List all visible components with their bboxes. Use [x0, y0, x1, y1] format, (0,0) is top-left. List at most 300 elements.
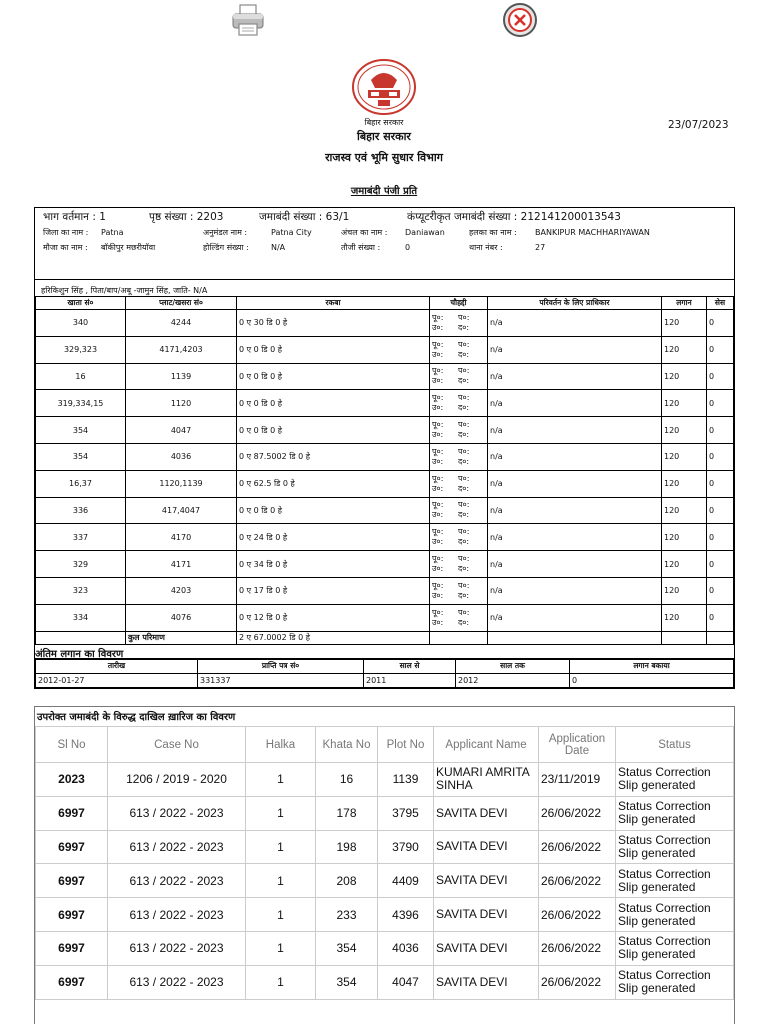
case-status: Status Correction Slip generated	[616, 931, 734, 965]
cases-table	[35, 726, 734, 1000]
col-authority: परिवर्तन के लिए प्राधिकार	[488, 297, 662, 310]
east-label: पू०:	[432, 366, 444, 376]
ledger-row	[36, 363, 734, 390]
plot-number: 1120	[126, 390, 237, 417]
east-label: पू०:	[432, 500, 444, 510]
close-icon	[502, 2, 538, 38]
chauhadi-boundaries	[430, 310, 488, 337]
south-label: द०:	[458, 322, 470, 332]
lagan-col-to: साल तक	[456, 659, 570, 673]
chauhadi-boundaries	[430, 497, 488, 524]
col-chauhadi: चौहद्दी	[430, 297, 488, 310]
rakba-area: 0 ए 17 डि 0 हे	[237, 577, 430, 604]
case-number: 1206 / 2019 - 2020	[108, 763, 246, 797]
case-plot: 4047	[378, 965, 434, 999]
ses-value: 0	[707, 604, 734, 631]
chauhadi-boundaries	[430, 524, 488, 551]
lagan-col-date: तारीख	[36, 659, 198, 673]
case-row	[36, 864, 734, 898]
applicant-name: SAVITA DEVI	[434, 965, 539, 999]
west-label: प०:	[458, 500, 470, 510]
west-label: प०:	[458, 527, 470, 537]
bhag-field: भाग वर्तमान : 1	[43, 211, 106, 223]
chauhadi-boundaries	[430, 551, 488, 578]
chauhadi-boundaries	[430, 417, 488, 444]
case-slno: 2023	[36, 763, 108, 797]
lagan-table	[35, 659, 734, 688]
west-label: प०:	[458, 580, 470, 590]
chauhadi-line	[432, 420, 485, 430]
chauhadi-line	[432, 393, 485, 403]
chauhadi-line	[432, 564, 485, 574]
case-plot: 4396	[378, 898, 434, 932]
ses-value: 0	[707, 336, 734, 363]
case-halka: 1	[246, 830, 316, 864]
cases-col-caseno: Case No	[108, 727, 246, 763]
subdivision-value: Patna City	[271, 228, 312, 237]
khata-number: 323	[36, 577, 126, 604]
col-lagan: लगान	[662, 297, 707, 310]
chauhadi-line	[432, 457, 485, 467]
transfer-authority: n/a	[488, 310, 662, 337]
chauhadi-line	[432, 366, 485, 376]
chauhadi-line	[432, 608, 485, 618]
case-khata: 178	[316, 796, 378, 830]
plot-number: 1120,1139	[126, 470, 237, 497]
ses-value: 0	[707, 390, 734, 417]
east-label: पू०:	[432, 312, 444, 322]
east-label: पू०:	[432, 473, 444, 483]
rakba-area: 0 ए 34 डि 0 हे	[237, 551, 430, 578]
south-label: द०:	[458, 349, 470, 359]
location-details	[35, 225, 734, 255]
government-name: बिहार सरकार	[357, 130, 411, 143]
ses-value: 0	[707, 363, 734, 390]
chauhadi-line	[432, 527, 485, 537]
transfer-authority: n/a	[488, 443, 662, 470]
south-label: द०:	[458, 510, 470, 520]
printer-icon	[230, 2, 266, 38]
transfer-authority: n/a	[488, 577, 662, 604]
case-status: Status Correction Slip generated	[616, 864, 734, 898]
west-label: प०:	[458, 554, 470, 564]
plot-number: 4244	[126, 310, 237, 337]
case-halka: 1	[246, 763, 316, 797]
application-date: 26/06/2022	[539, 830, 616, 864]
subdivision-label: अनुमंडल नाम :	[203, 228, 248, 237]
lagan-col-due: लगान बकाया	[570, 659, 734, 673]
case-status: Status Correction Slip generated	[616, 796, 734, 830]
north-label: उ०:	[432, 376, 444, 386]
chauhadi-line	[432, 350, 485, 360]
rakba-area: 0 ए 0 डि 0 हे	[237, 390, 430, 417]
case-number: 613 / 2022 - 2023	[108, 830, 246, 864]
west-label: प०:	[458, 393, 470, 403]
application-date: 26/06/2022	[539, 864, 616, 898]
lagan-section-title: अंतिम लगान का विवरण	[35, 645, 734, 659]
ses-value: 0	[707, 470, 734, 497]
khata-number: 337	[36, 524, 126, 551]
case-row	[36, 898, 734, 932]
lagan-due: 0	[570, 673, 734, 687]
case-halka: 1	[246, 931, 316, 965]
khata-number: 336	[36, 497, 126, 524]
lagan-value: 120	[662, 363, 707, 390]
north-label: उ०:	[432, 537, 444, 547]
transfer-authority: n/a	[488, 604, 662, 631]
khata-number: 340	[36, 310, 126, 337]
transfer-authority: n/a	[488, 417, 662, 444]
document-title: जमाबंदी पंजी प्रति	[350, 186, 418, 197]
case-halka: 1	[246, 898, 316, 932]
chauhadi-line	[432, 591, 485, 601]
computerized-number-field: कंप्यूटरीकृत जमाबंदी संख्या : 212141200013543	[407, 211, 621, 223]
transfer-authority: n/a	[488, 336, 662, 363]
ledger-row	[36, 604, 734, 631]
case-number: 613 / 2022 - 2023	[108, 864, 246, 898]
cases-col-khata: Khata No	[316, 727, 378, 763]
applicant-name: SAVITA DEVI	[434, 864, 539, 898]
case-slno: 6997	[36, 898, 108, 932]
document-header	[0, 58, 768, 197]
north-label: उ०:	[432, 456, 444, 466]
ledger-row	[36, 443, 734, 470]
plot-number: 417,4047	[126, 497, 237, 524]
chauhadi-boundaries	[430, 390, 488, 417]
case-plot: 4409	[378, 864, 434, 898]
case-plot: 3790	[378, 830, 434, 864]
case-status: Status Correction Slip generated	[616, 763, 734, 797]
ledger-row	[36, 577, 734, 604]
south-label: द०:	[458, 403, 470, 413]
chauhadi-line	[432, 484, 485, 494]
application-date: 26/06/2022	[539, 796, 616, 830]
cases-section-title: उपरोक्त जमाबंदी के विरुद्ध दाखिल ख़ारिज का विवरण	[37, 712, 236, 723]
case-slno: 6997	[36, 864, 108, 898]
ledger-header-row	[36, 297, 734, 310]
north-label: उ०:	[432, 590, 444, 600]
ledger-row	[36, 417, 734, 444]
rakba-area: 0 ए 0 डि 0 हे	[237, 363, 430, 390]
chauhadi-boundaries	[430, 443, 488, 470]
lagan-to: 2012	[456, 673, 570, 687]
thana-label: थाना नंबर :	[469, 243, 503, 252]
ledger-row	[36, 310, 734, 337]
rakba-area: 0 ए 0 डि 0 हे	[237, 336, 430, 363]
lagan-date: 2012-01-27	[36, 673, 198, 687]
chauhadi-line	[432, 500, 485, 510]
holding-label: होल्डिंग संख्या :	[203, 243, 249, 252]
document-date: 23/07/2023	[668, 119, 729, 131]
case-slno: 6997	[36, 965, 108, 999]
khata-number: 329	[36, 551, 126, 578]
east-label: पू०:	[432, 554, 444, 564]
east-label: पू०:	[432, 580, 444, 590]
west-label: प०:	[458, 312, 470, 322]
case-row	[36, 830, 734, 864]
page-number-field: पृष्ठ संख्या : 2203	[149, 211, 224, 223]
chauhadi-boundaries	[430, 470, 488, 497]
rakba-area: 0 ए 0 डि 0 हे	[237, 417, 430, 444]
ledger-row	[36, 551, 734, 578]
cases-col-slno: Sl No	[36, 727, 108, 763]
chauhadi-line	[432, 376, 485, 386]
transfer-authority: n/a	[488, 497, 662, 524]
district-value: Patna	[101, 228, 124, 237]
holding-value: N/A	[271, 243, 286, 252]
lagan-header-row	[36, 659, 734, 673]
khata-number: 329,323	[36, 336, 126, 363]
cases-header-row	[36, 727, 734, 763]
chauhadi-line	[432, 447, 485, 457]
lagan-value: 120	[662, 577, 707, 604]
cases-col-applicant: Applicant Name	[434, 727, 539, 763]
chauhadi-line	[432, 403, 485, 413]
chauhadi-line	[432, 340, 485, 350]
ses-value: 0	[707, 417, 734, 444]
halka-value: BANKIPUR MACHHARIYAWAN	[535, 228, 650, 237]
lagan-value: 120	[662, 390, 707, 417]
north-label: उ०:	[432, 483, 444, 493]
khata-number: 319,334,15	[36, 390, 126, 417]
cases-col-halka: Halka	[246, 727, 316, 763]
east-label: पू०:	[432, 339, 444, 349]
plot-number: 4171	[126, 551, 237, 578]
north-label: उ०:	[432, 564, 444, 574]
case-plot: 1139	[378, 763, 434, 797]
col-rakba: रकबा	[237, 297, 430, 310]
lagan-receipt: 331337	[198, 673, 364, 687]
mauja-label: मौजा का नाम :	[43, 243, 88, 252]
ledger-table	[35, 296, 734, 645]
south-label: द०:	[458, 564, 470, 574]
east-label: पू०:	[432, 446, 444, 456]
rakba-area: 0 ए 62.5 डि 0 हे	[237, 470, 430, 497]
application-date: 26/06/2022	[539, 898, 616, 932]
plot-number: 4170	[126, 524, 237, 551]
thana-value: 27	[535, 243, 546, 252]
applicant-name: SAVITA DEVI	[434, 931, 539, 965]
chauhadi-line	[432, 313, 485, 323]
cases-col-plot: Plot No	[378, 727, 434, 763]
rakba-area: 0 ए 0 डि 0 हे	[237, 497, 430, 524]
chauhadi-line	[432, 537, 485, 547]
east-label: पू०:	[432, 393, 444, 403]
applicant-name: SAVITA DEVI	[434, 796, 539, 830]
plot-number: 1139	[126, 363, 237, 390]
ledger-row	[36, 336, 734, 363]
ses-value: 0	[707, 443, 734, 470]
application-date: 26/06/2022	[539, 931, 616, 965]
north-label: उ०:	[432, 349, 444, 359]
rakba-area: 0 ए 24 डि 0 हे	[237, 524, 430, 551]
application-date: 23/11/2019	[539, 763, 616, 797]
application-date: 26/06/2022	[539, 965, 616, 999]
applicant-name: SAVITA DEVI	[434, 898, 539, 932]
east-label: पू०:	[432, 420, 444, 430]
north-label: उ०:	[432, 510, 444, 520]
circle-label: अंचल का नाम :	[341, 228, 388, 237]
print-button[interactable]	[230, 2, 266, 38]
case-khata: 198	[316, 830, 378, 864]
case-plot: 3795	[378, 796, 434, 830]
rakba-area: 0 ए 87.5002 डि 0 हे	[237, 443, 430, 470]
lagan-col-from: साल से	[364, 659, 456, 673]
khata-number: 16,37	[36, 470, 126, 497]
chauhadi-line	[432, 474, 485, 484]
south-label: द०:	[458, 537, 470, 547]
mutation-cases-section	[34, 706, 735, 1024]
khata-number: 334	[36, 604, 126, 631]
owner-details: हरिकिशुन सिंह , पिता/बाप/अबू -जामुन सिंह, जाति- N/A	[35, 279, 734, 296]
south-label: द०:	[458, 456, 470, 466]
chauhadi-line	[432, 554, 485, 564]
lagan-value: 120	[662, 524, 707, 551]
close-button[interactable]	[502, 2, 538, 38]
khata-number: 354	[36, 443, 126, 470]
chauhadi-boundaries	[430, 604, 488, 631]
transfer-authority: n/a	[488, 524, 662, 551]
col-khata: खाता सं०	[36, 297, 126, 310]
lagan-col-receipt: प्राप्ति पत्र सं०	[198, 659, 364, 673]
ses-value: 0	[707, 497, 734, 524]
cases-col-status: Status	[616, 727, 734, 763]
ledger-row	[36, 470, 734, 497]
ses-value: 0	[707, 577, 734, 604]
total-value: 2 ए 67.0002 डि 0 हे	[237, 631, 430, 644]
plot-number: 4171,4203	[126, 336, 237, 363]
chauhadi-line	[432, 618, 485, 628]
chauhadi-line	[432, 510, 485, 520]
case-slno: 6997	[36, 931, 108, 965]
case-row	[36, 796, 734, 830]
chauhadi-boundaries	[430, 577, 488, 604]
lagan-value: 120	[662, 443, 707, 470]
lagan-value: 120	[662, 310, 707, 337]
case-status: Status Correction Slip generated	[616, 898, 734, 932]
applicant-name: KUMARI AMRITA SINHA	[434, 763, 539, 797]
case-khata: 233	[316, 898, 378, 932]
lagan-from: 2011	[364, 673, 456, 687]
case-slno: 6997	[36, 796, 108, 830]
west-label: प०:	[458, 473, 470, 483]
chauhadi-boundaries	[430, 336, 488, 363]
north-label: उ०:	[432, 322, 444, 332]
case-khata: 354	[316, 965, 378, 999]
transfer-authority: n/a	[488, 363, 662, 390]
case-number: 613 / 2022 - 2023	[108, 898, 246, 932]
case-slno: 6997	[36, 830, 108, 864]
lagan-value: 120	[662, 470, 707, 497]
chauhadi-boundaries	[430, 363, 488, 390]
case-status: Status Correction Slip generated	[616, 830, 734, 864]
south-label: द०:	[458, 590, 470, 600]
ses-value: 0	[707, 310, 734, 337]
plot-number: 4047	[126, 417, 237, 444]
ledger-row	[36, 390, 734, 417]
district-label: जिला का नाम :	[43, 228, 89, 237]
ledger-total-row	[36, 631, 734, 644]
case-row	[36, 763, 734, 797]
plot-number: 4076	[126, 604, 237, 631]
rakba-area: 0 ए 30 डि 0 हे	[237, 310, 430, 337]
case-plot: 4036	[378, 931, 434, 965]
west-label: प०:	[458, 420, 470, 430]
col-plot: प्लाट/खसरा सं०	[126, 297, 237, 310]
north-label: उ०:	[432, 617, 444, 627]
lagan-row	[36, 673, 734, 687]
government-seal-icon	[351, 58, 417, 116]
jamabandi-number-field: जमाबंदी संख्या : 63/1	[259, 211, 350, 223]
ledger-row	[36, 497, 734, 524]
tauzi-value: 0	[405, 243, 411, 252]
khata-number: 16	[36, 363, 126, 390]
east-label: पू०:	[432, 527, 444, 537]
seal-caption: बिहार सरकार	[364, 118, 404, 127]
ses-value: 0	[707, 551, 734, 578]
total-label: कुल परिमाण	[126, 631, 237, 644]
north-label: उ०:	[432, 430, 444, 440]
department-name: राजस्व एवं भूमि सुधार विभाग	[325, 151, 443, 164]
ses-value: 0	[707, 524, 734, 551]
circle-value: Daniawan	[405, 228, 445, 237]
lagan-value: 120	[662, 417, 707, 444]
rakba-area: 0 ए 12 डि 0 हे	[237, 604, 430, 631]
case-row	[36, 931, 734, 965]
case-khata: 16	[316, 763, 378, 797]
south-label: द०:	[458, 483, 470, 493]
case-number: 613 / 2022 - 2023	[108, 796, 246, 830]
cases-col-date: Application Date	[539, 727, 616, 763]
mauja-value: बॉकीपुर मछरीयॉवा	[101, 243, 156, 252]
case-halka: 1	[246, 796, 316, 830]
plot-number: 4203	[126, 577, 237, 604]
case-khata: 354	[316, 931, 378, 965]
tauzi-label: तौजी संख्या :	[341, 243, 381, 252]
chauhadi-line	[432, 323, 485, 333]
applicant-name: SAVITA DEVI	[434, 830, 539, 864]
lagan-value: 120	[662, 336, 707, 363]
chauhadi-line	[432, 430, 485, 440]
west-label: प०:	[458, 366, 470, 376]
lagan-value: 120	[662, 497, 707, 524]
chauhadi-line	[432, 581, 485, 591]
west-label: प०:	[458, 446, 470, 456]
west-label: प०:	[458, 339, 470, 349]
case-row	[36, 965, 734, 999]
case-number: 613 / 2022 - 2023	[108, 931, 246, 965]
register-summary	[35, 208, 734, 225]
case-khata: 208	[316, 864, 378, 898]
south-label: द०:	[458, 376, 470, 386]
case-number: 613 / 2022 - 2023	[108, 965, 246, 999]
jamabandi-register	[34, 207, 735, 689]
north-label: उ०:	[432, 403, 444, 413]
south-label: द०:	[458, 430, 470, 440]
transfer-authority: n/a	[488, 551, 662, 578]
case-status: Status Correction Slip generated	[616, 965, 734, 999]
west-label: प०:	[458, 607, 470, 617]
ledger-row	[36, 524, 734, 551]
transfer-authority: n/a	[488, 470, 662, 497]
case-halka: 1	[246, 864, 316, 898]
col-ses: सेस	[707, 297, 734, 310]
lagan-value: 120	[662, 604, 707, 631]
east-label: पू०:	[432, 607, 444, 617]
lagan-value: 120	[662, 551, 707, 578]
transfer-authority: n/a	[488, 390, 662, 417]
khata-number: 354	[36, 417, 126, 444]
